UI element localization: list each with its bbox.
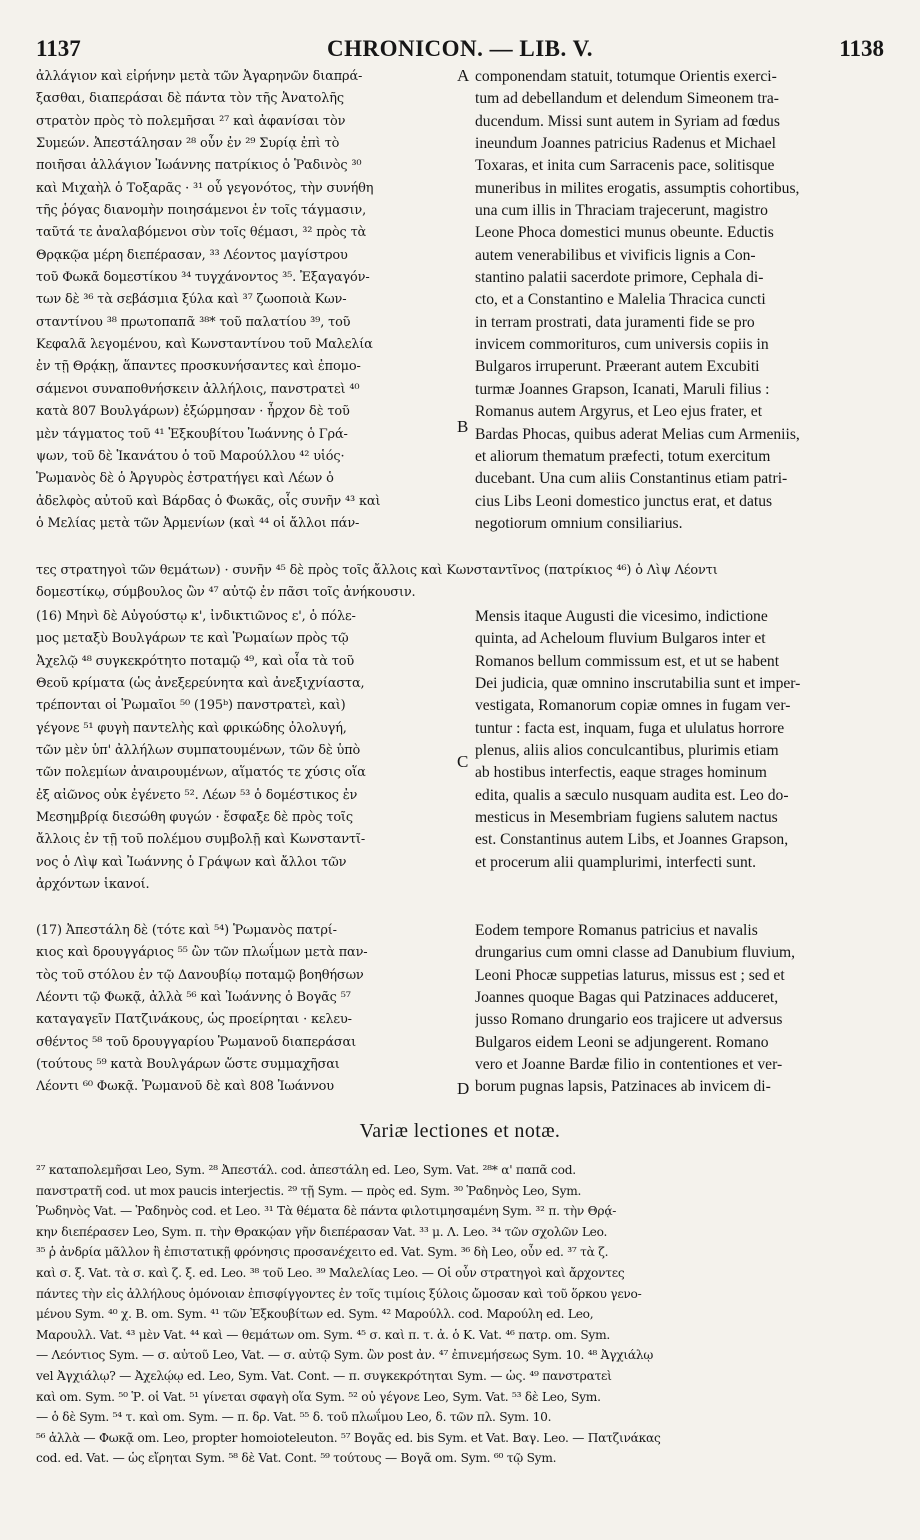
margin-marker-c: C bbox=[457, 752, 469, 771]
running-title: CHRONICON. — LIB. V. bbox=[326, 36, 594, 61]
page-header bbox=[36, 36, 884, 66]
margin-marker-d: D bbox=[457, 1079, 470, 1098]
latin-text-section-a: componendam statuit, totumque Orientis exerci- tum ad debellandum et delendum Simeonem tra- ducendum. Missi sunt autem in Syriam ad fœdus ineundum Joannes patricius Radenus et Michael Toxaras, et inita cum Sarracenis pace, solitisque muneribus in milites erogatis, assumptis cohortibus, una cum illis in Thraciam trajecerunt, magistro Leone Phoca domestici munus obeunte. Eductis autem venerabilibus et vivificis lignis a Con- stantino palatii sacerdote primore, Cephala di- cto, et a Constantino e Malelia Thracica cuncti in terram prostrati, data juramenti fide se pro invicem commorituros, cum universis copiis in Bulgaros irruperunt. Præerant autem Excubiti turmæ Joannes Grapson, Icanati, Maruli filius : Romanus autem Argyrus, et Leo ejus frater, et Bardas Phocas, quibus aderat Melias cum Armeniis, et aliorum thematum præfecti, totum exercitum ducebant. Una cum aliis Constantinus etiam patri- cius Libs Leoni domestico junctus erat, et datus negotiorum omnium consiliarius. bbox=[475, 68, 800, 532]
latin-text-section-c: Mensis itaque Augusti die vicesimo, indictione quinta, ad Acheloum fluvium Bulgaros inter et Romanos bellum commissum est, et ut se habent Dei judicia, quæ omnino inscrutabilia sunt et imper- vestigata, Romanorum copiæ omnes in fugam ver- tuntur : facta est, inquam, fuga et ululatus horrore plenus, aliis alios conculcantibus, plurimis etiam ab hostibus interfectis, eaque strages hominum edita, qualis a sæculo nusquam audita est. Leo do- mesticus in Mesembriam fugiens salutem nactus est. Constantinus autem Libs, et Joannes Grapson, et procerum alii quamplurimi, interfecti sunt. bbox=[475, 608, 801, 871]
greek-text-section-d: (17) Ἀπεστάλη δὲ (τότε καὶ ⁵⁴) Ῥωμανὸς πατρί- κιος καὶ δρουγγάριος ⁵⁵ ὢν τῶν πλωΐμων μετὰ παν- τὸς τοῦ στόλου ἐν τῷ Δανουβίῳ ποταμῷ βοηθήσων Λέοντι τῷ Φωκᾷ, ἀλλὰ ⁵⁶ καὶ Ἰωάννης ὁ Βογᾶς ⁵⁷ καταγαγεῖν Πατζινάκους, ὡς προείρηται · κελευ- σθέντος ⁵⁸ τοῦ δρουγγαρίου Ῥωμανοῦ διαπεράσαι (τούτους ⁵⁹ κατὰ Βουλγάρων ὥστε συμμαχῆσαι Λέοντι ⁶⁰ Φωκᾷ. Ῥωμανοῦ δὲ καὶ 808 Ἰωάννου bbox=[36, 923, 368, 1095]
greek-bridge-text: τες στρατηγοὶ τῶν θεμάτων) · συνῆν ⁴⁵ δὲ πρὸς τοῖς ἄλλοις καὶ Κωνσταντῖνος (πατρίκιος ⁴⁶) ὁ Λὶψ Λέοντι δομεστίκῳ, σύμβουλος ὢν ⁴⁷ αὐτῷ ἐν πᾶσι τοῖς ἀνήκουσιν. bbox=[36, 563, 718, 601]
margin-marker-a: A bbox=[457, 66, 470, 85]
greek-text-section-c: (16) Μηνὶ δὲ Αὐγούστῳ κ', ἰνδικτιῶνος ε', ὁ πόλε- μος μεταξὺ Βουλγάρων τε καὶ Ῥωμαίων πρὸς τῷ Ἀχελῷ ⁴⁸ συγκεκρότητο ποταμῷ ⁴⁹, καὶ οἷα τὰ τοῦ Θεοῦ κρίματα (ὡς ἀνεξερεύνητα καὶ ἀνεξιχνίαστα, τρέπονται οἱ Ῥωμαῖοι ⁵⁰ (195ᵇ) πανστρατεὶ, καὶ) γέγονε ⁵¹ φυγὴ παντελὴς καὶ φρικώδης ὀλολυγή, τῶν μὲν ὑπ' ἀλλήλων συμπατουμένων, τῶν δὲ ὑπὸ τῶν πολεμίων ἀναιρουμένων, αἵματός τε χύσις οἵα ἐξ αἰῶνος οὐκ ἐγένετο ⁵². Λέων ⁵³ ὁ δομέστικος ἐν Μεσημβρίᾳ διεσώθη φυγών · ἔσφαξε δὲ πρὸς τοῖς ἄλλοις ἐν τῇ τοῦ πολέμου συμβολῇ καὶ Κωνσταντῖ- νος ὁ Λὶψ καὶ Ἰωάννης ὁ Γράψων καὶ ἄλλοι τῶν ἀρχόντων ἱκανοί. bbox=[36, 609, 366, 893]
notes-heading: Variæ lectiones et notæ. bbox=[359, 1120, 561, 1142]
page-number-right: 1138 bbox=[839, 36, 884, 61]
page-number-left: 1137 bbox=[36, 36, 81, 61]
margin-marker-b: B bbox=[457, 417, 469, 436]
latin-text-section-d: Eodem tempore Romanus patricius et navalis drungarius cum omni classe ad Danubium fluvium, Leoni Phocæ suppetias laturus, missus est ; sed et Joannes quoque Bagas qui Patzinaces adduceret, jusso Romano drungario eos trajicere ut adversus Bulgaros eidem Leoni se adjungerent. Romano vero et Joanne Bardæ filio in contentiones et ver- borum pugnas lapsis, Patzinaces ab invicem di- bbox=[475, 922, 796, 1096]
critical-apparatus-notes: ²⁷ καταπολεμῆσαι Leo, Sym. ²⁸ Ἀπεστάλ. cod. ἀπεστάλη ed. Leo, Sym. Vat. ²⁸* α' παπᾶ cod. πανστρατῆ cod. ut mox paucis interjectis. ²⁹ τῇ Sym. — πρὸς ed. Sym. ³⁰ Ῥαδηνὸς Leo, Sym. Ῥωδηνὸς Vat. — Ῥαδηνὸς cod. et Leo. ³¹ Τὰ θέματα δὲ πάντα φιλοτιμησαμένη Sym. ³² π. τὴν Θρᾴ- κην διεπέρασεν Leo, Sym. π. τὴν Θρακῴαν γῆν διεπέρασαν Vat. ³³ μ. Λ. Leo. ³⁴ τῶν σχολῶν Leo. ³⁵ ῥ ἀνδρία μᾶλλον ἢ ἐπιστατικῇ φρόνησις προσανέχειτο ed. Vat. Sym. ³⁶ δὴ Leo, οὖν ed. ³⁷ τὰ ζ. καὶ σ. ξ. Vat. τὰ σ. καὶ ζ. ξ. ed. Leo. ³⁸ τοῦ Leo. ³⁹ Μαλελίας Leo. — Οἱ οὖν στρατηγοὶ καὶ ἄρχοντες πάντες τὴν εἰς ἀλλήλους ὁμόνοιαν ἐπισφίγγοντες ἐν τοῖς τιμίοις ξύλοις ὤμοσαν καὶ τοῦ ὅρκου γενο- μένου Sym. ⁴⁰ χ. Β. om. Sym. ⁴¹ τῶν Ἐξκουβίτων ed. Sym. ⁴² Μαρούλλ. cod. Μαρούλη ed. Leo, Μαρουλλ. Vat. ⁴³ μὲν Vat. ⁴⁴ καὶ — θεμάτων om. Sym. ⁴⁵ σ. καὶ π. τ. ἀ. ὁ Κ. Vat. ⁴⁶ πατρ. om. Sym. — Λεόντιος Sym. — σ. αὐτοῦ Leo, Vat. — σ. αὐτῷ Sym. ὢν post ἀν. ⁴⁷ ἐπινεμήσεως Sym. 10. ⁴⁸ Ἀγχιάλῳ vel Ἀγχιάλῳ? — Ἀχελῴῳ ed. Leo, Sym. Vat. Cont. — π. συγκεκρότηται Sym. — ὡς. ⁴⁹ πανστρατεὶ καὶ om. Sym. ⁵⁰ Ῥ. οἱ Vat. ⁵¹ γίνεται σφαγὴ οἵα Sym. ⁵² οὐ γέγονε Leo, Sym. Vat. ⁵³ δὲ Leo, Sym. — ὁ δὲ Sym. ⁵⁴ τ. καὶ om. Sym. — π. δρ. Vat. ⁵⁵ δ. τοῦ πλωΐμου Leo, δ. τῶν πλ. Sym. 10. ⁵⁶ ἀλλὰ — Φωκᾷ om. Leo, propter homoioteleuton. ⁵⁷ Βογᾶς ed. bis Sym. et Vat. Βαγ. Leo. — Πατζινάκας cod. ed. Vat. — ὡς εἴρηται Sym. ⁵⁸ δὲ Vat. Cont. ⁵⁹ τούτους — Βογᾶ om. Sym. ⁶⁰ τῷ Sym. bbox=[36, 1163, 661, 1466]
greek-text-section-a: ἀλλάγιον καὶ εἰρήνην μετὰ τῶν Ἀγαρηνῶν διαπρά- ξασθαι, διαπεράσαι δὲ πάντα τὸν τῆς Ἀνατολῆς στρατὸν πρὸς τὸ πολεμῆσαι ²⁷ καὶ ἀφανίσαι τὸν Συμεών. Ἀπεστάλησαν ²⁸ οὖν ἐν ²⁹ Συρίᾳ ἐπὶ τὸ ποιῆσαι ἀλλάγιον Ἰωάννης πατρίκιος ὁ Ῥαδινὸς ³⁰ καὶ Μιχαὴλ ὁ Τοξαρᾶς · ³¹ οὗ γεγονότος, τὴν συνήθη τῆς ῥόγας διανομὴν ποιησάμενοι ἐν τοῖς τάγμασιν, ταῦτά τε ἀναλαβόμενοι σὺν τοῖς θέμασι, ³² πρὸς τὰ Θρᾳκῷα μέρη διεπέρασαν, ³³ Λέοντος μαγίστρου τοῦ Φωκᾶ δομεστίκου ³⁴ τυγχάνοντος ³⁵. Ἐξαγαγόν- των δὲ ³⁶ τὰ σεβάσμια ξύλα καὶ ³⁷ ζωοποιὰ Κων- σταντίνου ³⁸ πρωτοπαπᾶ ³⁸* τοῦ παλατίου ³⁹, τοῦ Κεφαλᾶ λεγομένου, καὶ Κωνσταντίνου τοῦ Μαλελία ἐν τῇ Θρᾴκῃ, ἅπαντες προσκυνήσαντες καὶ ἐπομο- σάμενοι συναποθνήσκειν ἀλλήλοις, πανστρατεὶ ⁴⁰ κατὰ 807 Βουλγάρων) ἐξώρμησαν · ἦρχον δὲ τοῦ μὲν τάγματος τοῦ ⁴¹ Ἐξκουβίτου Ἰωάννης ὁ Γρά- ψων, τοῦ δὲ Ἱκανάτου ὁ τοῦ Μαρούλλου ⁴² υἱός· Ῥωμανὸς δὲ ὁ Ἀργυρὸς ἐστρατήγει καὶ Λέων ὁ ἀδελφὸς αὐτοῦ καὶ Βάρδας ὁ Φωκᾶς, οἷς συνῆν ⁴³ καὶ ὁ Μελίας μετὰ τῶν Ἀρμενίων (καὶ ⁴⁴ οἱ ἄλλοι πάν- bbox=[36, 69, 381, 531]
